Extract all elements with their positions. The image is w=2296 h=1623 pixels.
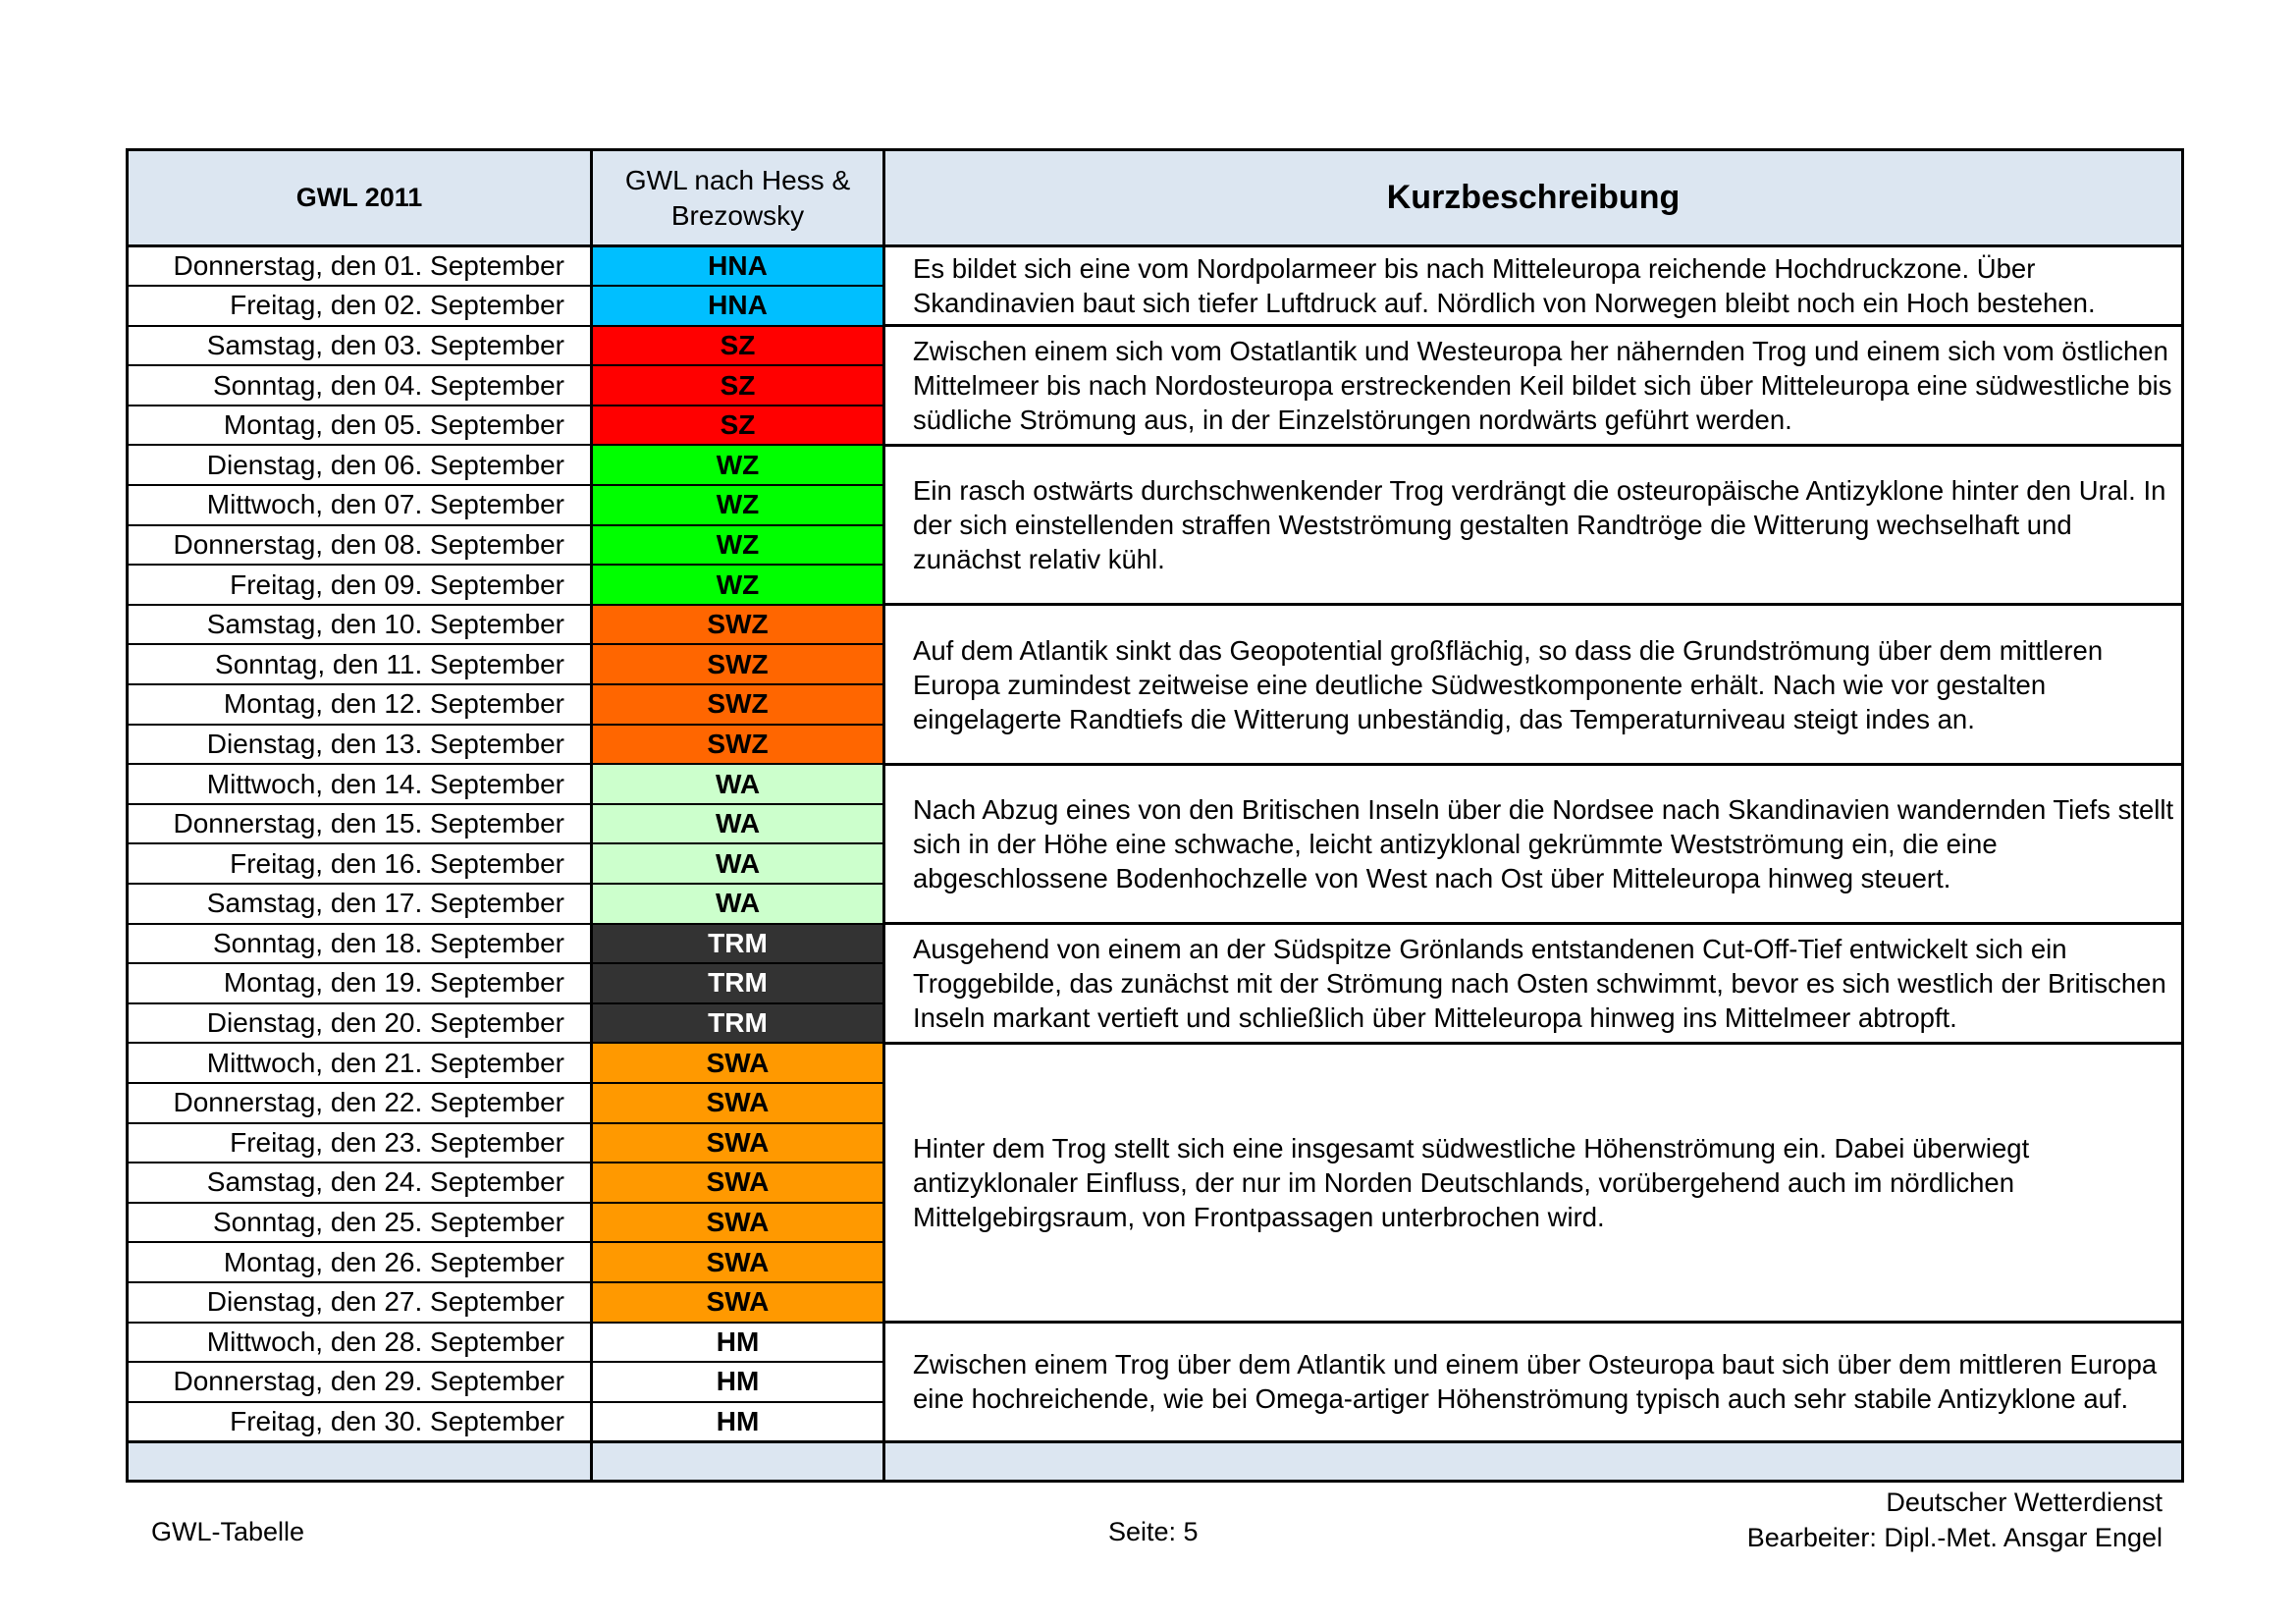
- footer-cell: [884, 1441, 2183, 1481]
- date-cell: Freitag, den 16. September: [128, 843, 592, 884]
- date-cell: Samstag, den 24. September: [128, 1163, 592, 1203]
- header-gwl-year: GWL 2011: [128, 150, 592, 246]
- footer-cell: [592, 1441, 884, 1481]
- gwl-code-cell: TRM: [592, 1003, 884, 1044]
- description-cell: Hinter dem Trog stellt sich eine insgesamt südwestliche Höhenströmung ein. Dabei überwiegt antizyklonaler Einfluss, der nur im Norden Deutschlands, vorübergehend auch im nördlichen Mittelgebirgsraum, von Frontpassagen unterbrochen wird.: [884, 1043, 2183, 1322]
- table-footer-row: [128, 1441, 2183, 1481]
- header-short-description: Kurzbeschreibung: [884, 150, 2183, 246]
- date-cell: Mittwoch, den 21. September: [128, 1043, 592, 1083]
- gwl-code-cell: WA: [592, 843, 884, 884]
- date-cell: Montag, den 19. September: [128, 963, 592, 1003]
- footer-document-title: GWL-Tabelle: [151, 1517, 305, 1546]
- gwl-code-cell: SWA: [592, 1083, 884, 1123]
- date-cell: Samstag, den 10. September: [128, 605, 592, 645]
- date-cell: Freitag, den 09. September: [128, 565, 592, 605]
- gwl-code-cell: SWZ: [592, 684, 884, 725]
- description-cell: Nach Abzug eines von den Britischen Inseln über die Nordsee nach Skandinavien wandernden Tiefs stellt sich in der Höhe eine schwache, leicht antizyklonal gekrümmte Westströmung ein, die eine abgeschlossene Bodenhochzelle von West nach Ost über Mitteleuropa hinweg steuert.: [884, 764, 2183, 923]
- gwl-code-cell: TRM: [592, 924, 884, 964]
- date-cell: Dienstag, den 06. September: [128, 445, 592, 485]
- description-cell: Zwischen einem Trog über dem Atlantik und einem über Osteuropa baut sich über dem mittleren Europa eine hochreichende, wie bei Omega-artiger Höhenströmung typisch auch sehr stabile Antizyklone auf.: [884, 1323, 2183, 1442]
- description-cell: Ausgehend von einem an der Südspitze Grönlands entstandenen Cut-Off-Tief entwickelt sich ein Troggebilde, das zunächst mit der Strömung nach Osten schwimmt, bevor es sich westlich der Britischen Inseln markant vertieft und schließlich über Mitteleuropa hinweg ins Mittelmeer abtropft.: [884, 924, 2183, 1044]
- date-cell: Sonntag, den 11. September: [128, 644, 592, 684]
- date-cell: Samstag, den 03. September: [128, 326, 592, 366]
- date-cell: Donnerstag, den 01. September: [128, 246, 592, 287]
- table-row: [128, 1043, 2183, 1083]
- description-cell: Es bildet sich eine vom Nordpolarmeer bis nach Mitteleuropa reichende Hochdruckzone. Über Skandinavien baut sich tiefer Luftdruck auf. Nördlich von Norwegen bleibt noch ein Hoch bestehen.: [884, 246, 2183, 326]
- table-row: [128, 605, 2183, 645]
- gwl-code-cell: SZ: [592, 326, 884, 366]
- gwl-code-cell: TRM: [592, 963, 884, 1003]
- footer-cell: [128, 1441, 592, 1481]
- date-cell: Mittwoch, den 14. September: [128, 764, 592, 804]
- table-body: [128, 246, 2183, 1442]
- gwl-table: [126, 148, 2184, 1483]
- gwl-code-cell: HM: [592, 1402, 884, 1442]
- description-cell: Auf dem Atlantik sinkt das Geopotential großflächig, so dass die Grundströmung über dem mittleren Europa zumindest zeitweise eine deutliche Südwestkomponente erhält. Nach wie vor gestalten eingelagerte Randtiefs die Witterung unbeständig, das Temperaturniveau steigt indes an.: [884, 605, 2183, 764]
- date-cell: Sonntag, den 18. September: [128, 924, 592, 964]
- date-cell: Donnerstag, den 15. September: [128, 804, 592, 844]
- gwl-code-cell: SWZ: [592, 605, 884, 645]
- gwl-code-cell: SWA: [592, 1242, 884, 1282]
- date-cell: Montag, den 12. September: [128, 684, 592, 725]
- date-cell: Mittwoch, den 28. September: [128, 1323, 592, 1363]
- gwl-code-cell: SWA: [592, 1123, 884, 1163]
- gwl-code-cell: WZ: [592, 565, 884, 605]
- gwl-code-cell: WZ: [592, 445, 884, 485]
- gwl-code-cell: SZ: [592, 365, 884, 406]
- gwl-code-cell: WA: [592, 884, 884, 924]
- gwl-code-cell: SWZ: [592, 725, 884, 765]
- date-cell: Freitag, den 23. September: [128, 1123, 592, 1163]
- table-row: [128, 246, 2183, 287]
- date-cell: Sonntag, den 25. September: [128, 1203, 592, 1243]
- gwl-code-cell: HM: [592, 1323, 884, 1363]
- table-row: [128, 326, 2183, 366]
- date-cell: Donnerstag, den 08. September: [128, 525, 592, 566]
- date-cell: Samstag, den 17. September: [128, 884, 592, 924]
- date-cell: Donnerstag, den 22. September: [128, 1083, 592, 1123]
- gwl-code-cell: HNA: [592, 286, 884, 326]
- gwl-code-cell: WA: [592, 764, 884, 804]
- table-header-row: [128, 150, 2183, 246]
- gwl-code-cell: SWZ: [592, 644, 884, 684]
- footer-editor: Bearbeiter: Dipl.-Met. Ansgar Engel: [1746, 1523, 2163, 1552]
- gwl-code-cell: WA: [592, 804, 884, 844]
- footer-page-number: Seite: 5: [1108, 1517, 1199, 1546]
- table-row: [128, 764, 2183, 804]
- table-row: [128, 1323, 2183, 1363]
- date-cell: Montag, den 26. September: [128, 1242, 592, 1282]
- date-cell: Freitag, den 30. September: [128, 1402, 592, 1442]
- gwl-code-cell: HNA: [592, 246, 884, 287]
- description-cell: Ein rasch ostwärts durchschwenkender Trog verdrängt die osteuropäische Antizyklone hinter den Ural. In der sich einstellenden straffen Westströmung gestalten Randtröge die Witterung wechselhaft und zunächst relativ kühl.: [884, 445, 2183, 604]
- table-row: [128, 924, 2183, 964]
- date-cell: Dienstag, den 27. September: [128, 1282, 592, 1323]
- gwl-code-cell: WZ: [592, 525, 884, 566]
- gwl-code-cell: SWA: [592, 1163, 884, 1203]
- table-row: [128, 445, 2183, 485]
- header-gwl-classification: GWL nach Hess & Brezowsky: [592, 150, 884, 246]
- date-cell: Freitag, den 02. September: [128, 286, 592, 326]
- footer-author-block: [1747, 1485, 2163, 1555]
- gwl-code-cell: SZ: [592, 406, 884, 446]
- gwl-code-cell: WZ: [592, 485, 884, 525]
- gwl-code-cell: SWA: [592, 1203, 884, 1243]
- date-cell: Dienstag, den 20. September: [128, 1003, 592, 1044]
- gwl-code-cell: HM: [592, 1362, 884, 1402]
- date-cell: Donnerstag, den 29. September: [128, 1362, 592, 1402]
- date-cell: Mittwoch, den 07. September: [128, 485, 592, 525]
- footer-organization: Deutscher Wetterdienst: [1886, 1488, 2163, 1517]
- gwl-code-cell: SWA: [592, 1043, 884, 1083]
- date-cell: Dienstag, den 13. September: [128, 725, 592, 765]
- description-cell: Zwischen einem sich vom Ostatlantik und Westeuropa her nähernden Trog und einem sich vom östlichen Mittelmeer bis nach Nordosteuropa erstreckenden Keil bildet sich über Mitteleuropa eine südwestliche bis südliche Strömung aus, in der Einzelstörungen nordwärts geführt werden.: [884, 326, 2183, 446]
- gwl-code-cell: SWA: [592, 1282, 884, 1323]
- date-cell: Montag, den 05. September: [128, 406, 592, 446]
- date-cell: Sonntag, den 04. September: [128, 365, 592, 406]
